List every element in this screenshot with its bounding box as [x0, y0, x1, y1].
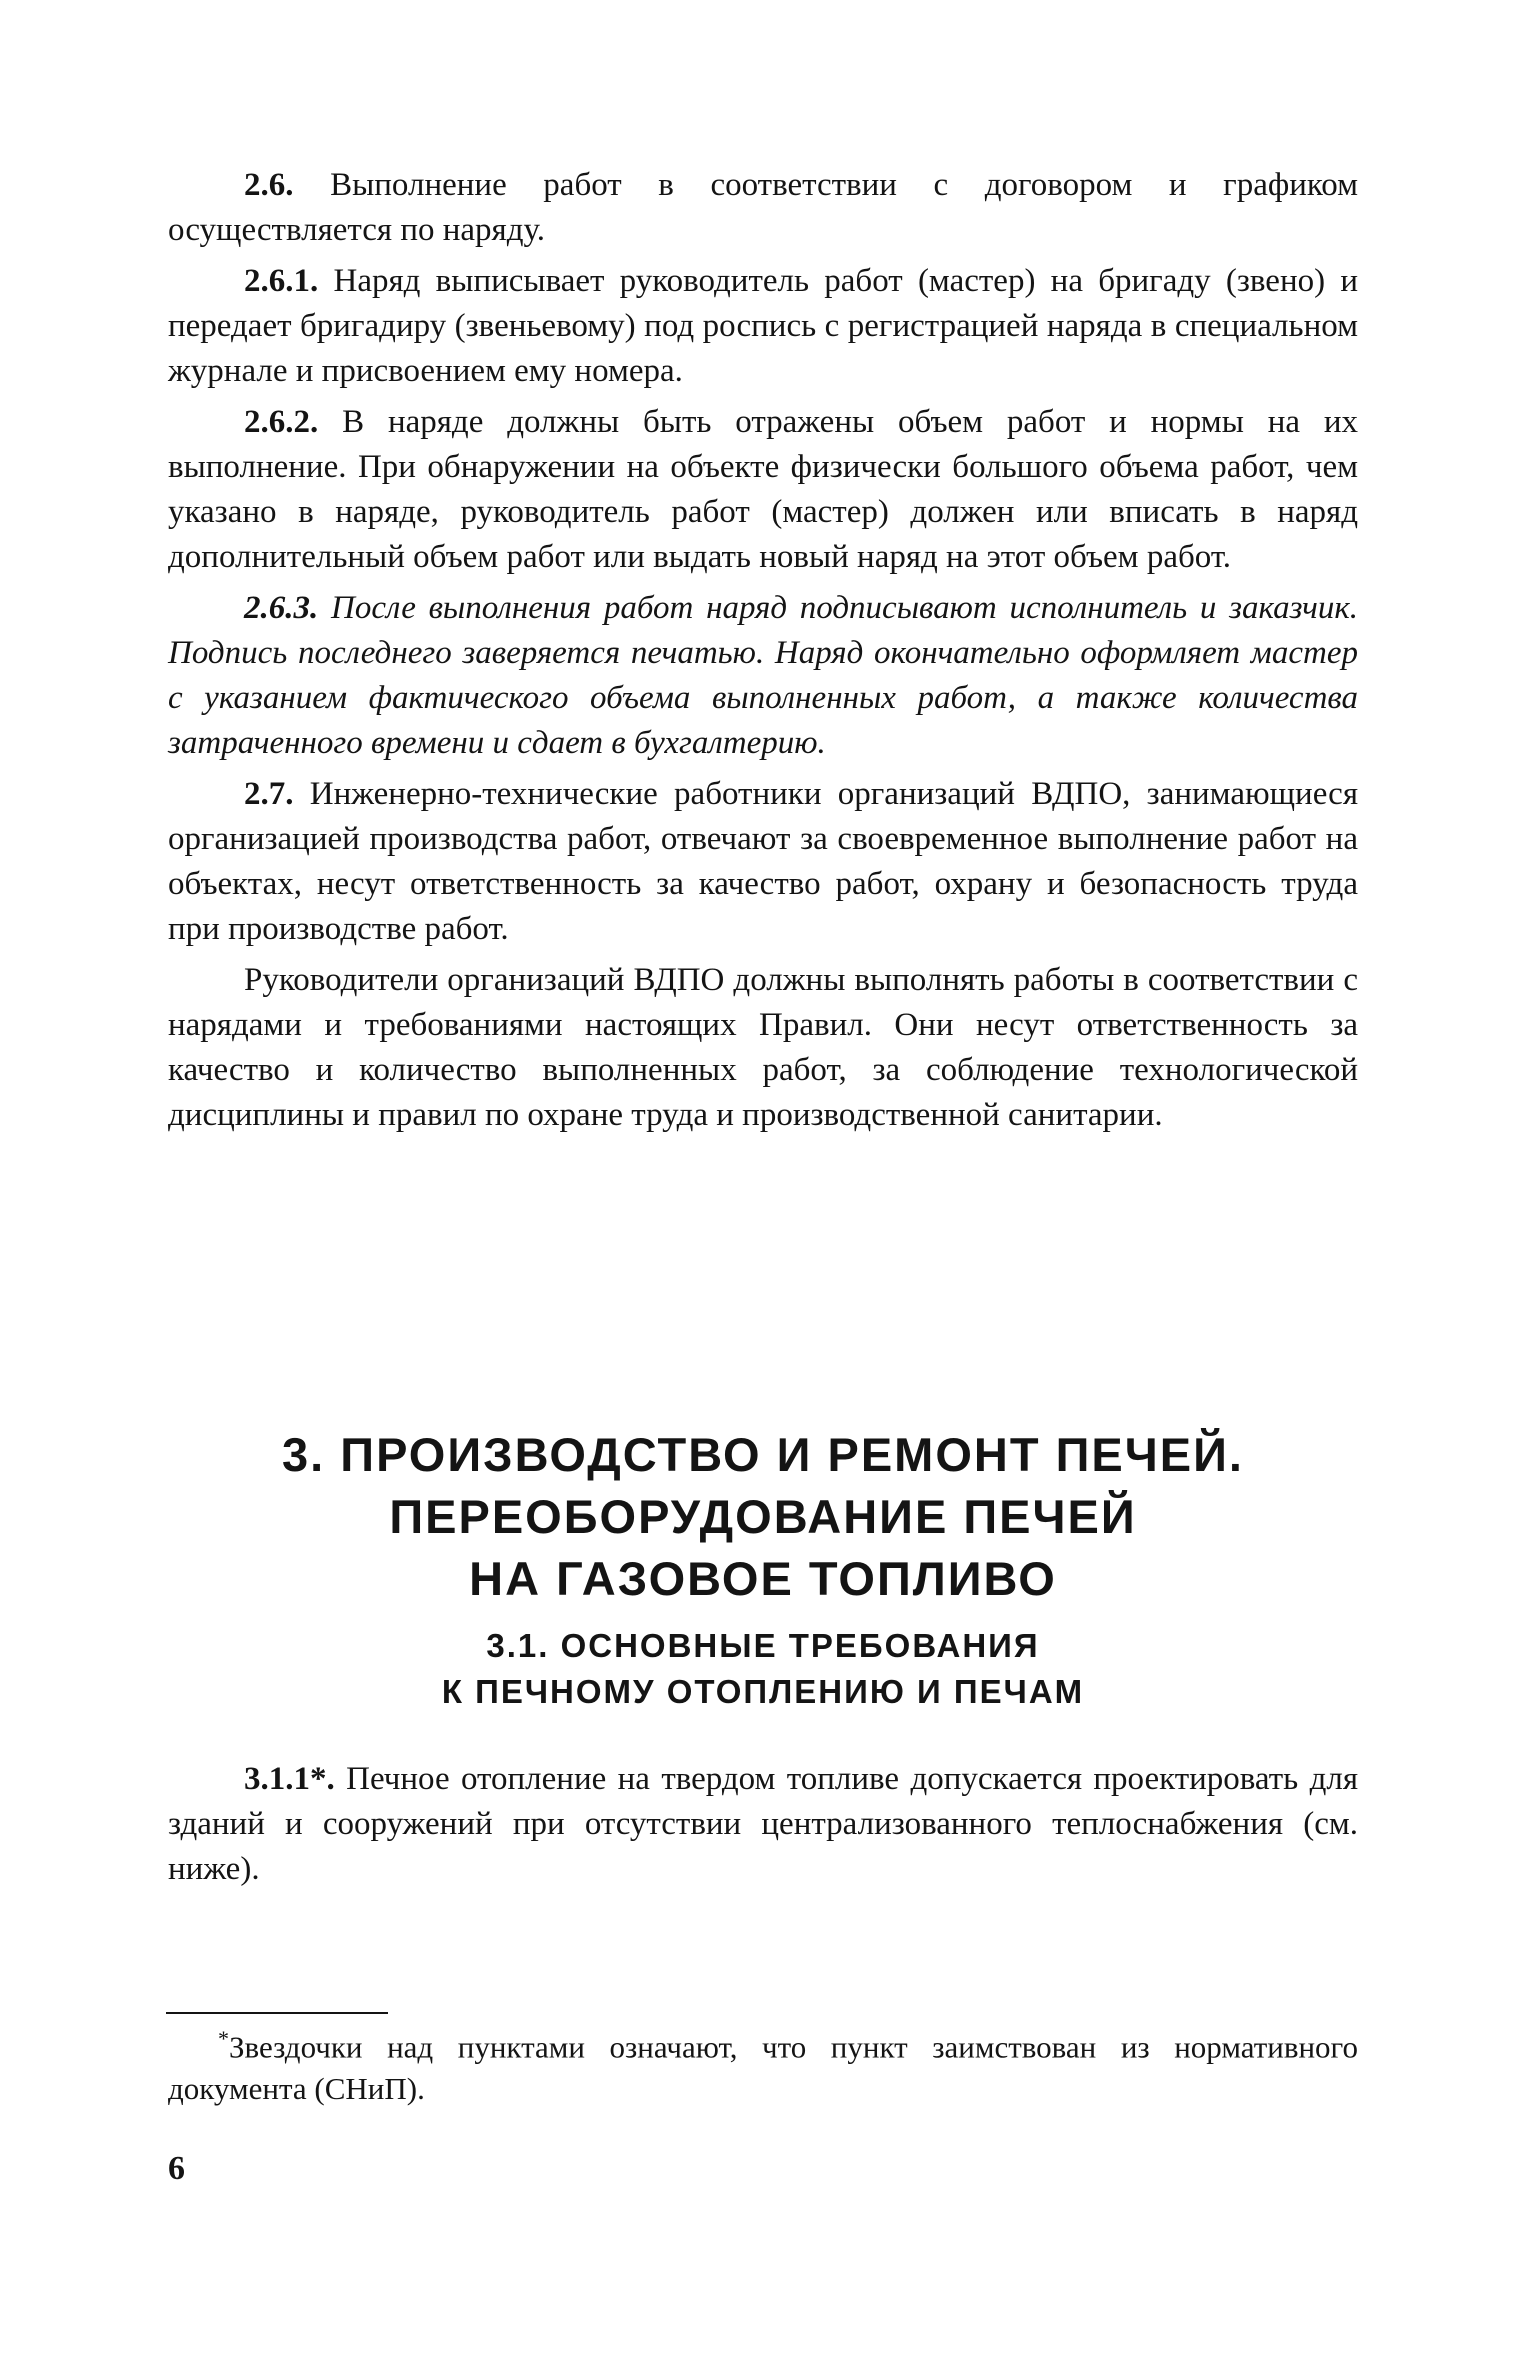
- chapter-heading-line-2: ПЕРЕОБОРУДОВАНИЕ ПЕЧЕЙ: [389, 1490, 1137, 1543]
- paragraph-2-6-2: [168, 400, 1358, 580]
- section-heading-line-1: 3.1. ОСНОВНЫЕ ТРЕБОВАНИЯ: [486, 1627, 1040, 1664]
- section-heading-line-2: К ПЕЧНОМУ ОТОПЛЕНИЮ И ПЕЧАМ: [441, 1673, 1085, 1710]
- paragraph-2-6: [168, 163, 1358, 253]
- chapter-heading: [168, 1424, 1358, 1610]
- clause-number: 2.6.3.: [244, 590, 319, 626]
- clause-number: 2.6.: [244, 167, 294, 203]
- chapter-heading-line-3: НА ГАЗОВОЕ ТОПЛИВО: [469, 1552, 1057, 1605]
- clause-number: 2.7.: [244, 776, 294, 812]
- clause-number: 2.6.2.: [244, 404, 319, 440]
- chapter-heading-line-1: 3. ПРОИЗВОДСТВО И РЕМОНТ ПЕЧЕЙ.: [282, 1428, 1244, 1481]
- clause-text: Выполнение работ в соответствии с договором и графиком осуществляется по наряду.: [168, 167, 1358, 248]
- paragraph-2-6-3: [168, 586, 1358, 766]
- body-text: [168, 163, 1358, 1144]
- clause-text: Руководители организаций ВДПО должны выполнять работы в соответствии с нарядами и требованиями настоящих Правил. Они несут ответственность за качество и количество выполненных работ, за соблюдение технологической дисциплины и правил по охране труда и производственной санитарии.: [168, 962, 1358, 1133]
- paragraph-managers: [168, 958, 1358, 1138]
- paragraph-2-7: [168, 772, 1358, 952]
- clause-text: После выполнения работ наряд подписывают исполнитель и заказчик. Подпись последнего заверяется печатью. Наряд окончательно оформляет мастер с указанием фактического объема выполненных работ, а также количества затраченного времени и сдает в бухгалтерию.: [168, 590, 1359, 761]
- clause-text: Печное отопление на твердом топливе допускается проектировать для зданий и сооружений при отсутствии централизованного теплоснабжения (см. ниже).: [168, 1761, 1358, 1887]
- footnote: [168, 2018, 1358, 2110]
- page-number: 6: [168, 2150, 185, 2187]
- clause-number: 2.6.1.: [244, 263, 319, 299]
- footnote-separator: [166, 2012, 388, 2014]
- footnote-mark: *: [218, 2026, 229, 2051]
- clause-text: Наряд выписывает руководитель работ (мастер) на бригаду (звено) и передает бригадиру (звеньевому) под роспись с регистрацией наряда в специальном журнале и присвоением ему номера.: [168, 263, 1359, 389]
- clause-text: Инженерно-технические работники организаций ВДПО, занимающиеся организацией производства работ, отвечают за своевременное выполнение работ на объектах, несут ответственность за качество работ, охрану и безопасность труда при производстве работ.: [168, 776, 1359, 947]
- clause-number: 3.1.1*.: [244, 1761, 335, 1797]
- footnote-text: Звездочки над пунктами означают, что пункт заимствован из нормативного документа (СНиП).: [168, 2029, 1358, 2107]
- section-heading: [168, 1623, 1358, 1715]
- clause-3-1-1-block: [168, 1757, 1358, 1898]
- paragraph-2-6-1: [168, 259, 1358, 394]
- paragraph-3-1-1: [168, 1757, 1358, 1892]
- clause-text: В наряде должны быть отражены объем работ и нормы на их выполнение. При обнаружении на объекте физически большого объема работ, чем указано в наряде, руководитель работ (мастер) должен или вписать в наряд дополнительный объем работ или выдать новый наряд на этот объем работ.: [168, 404, 1359, 575]
